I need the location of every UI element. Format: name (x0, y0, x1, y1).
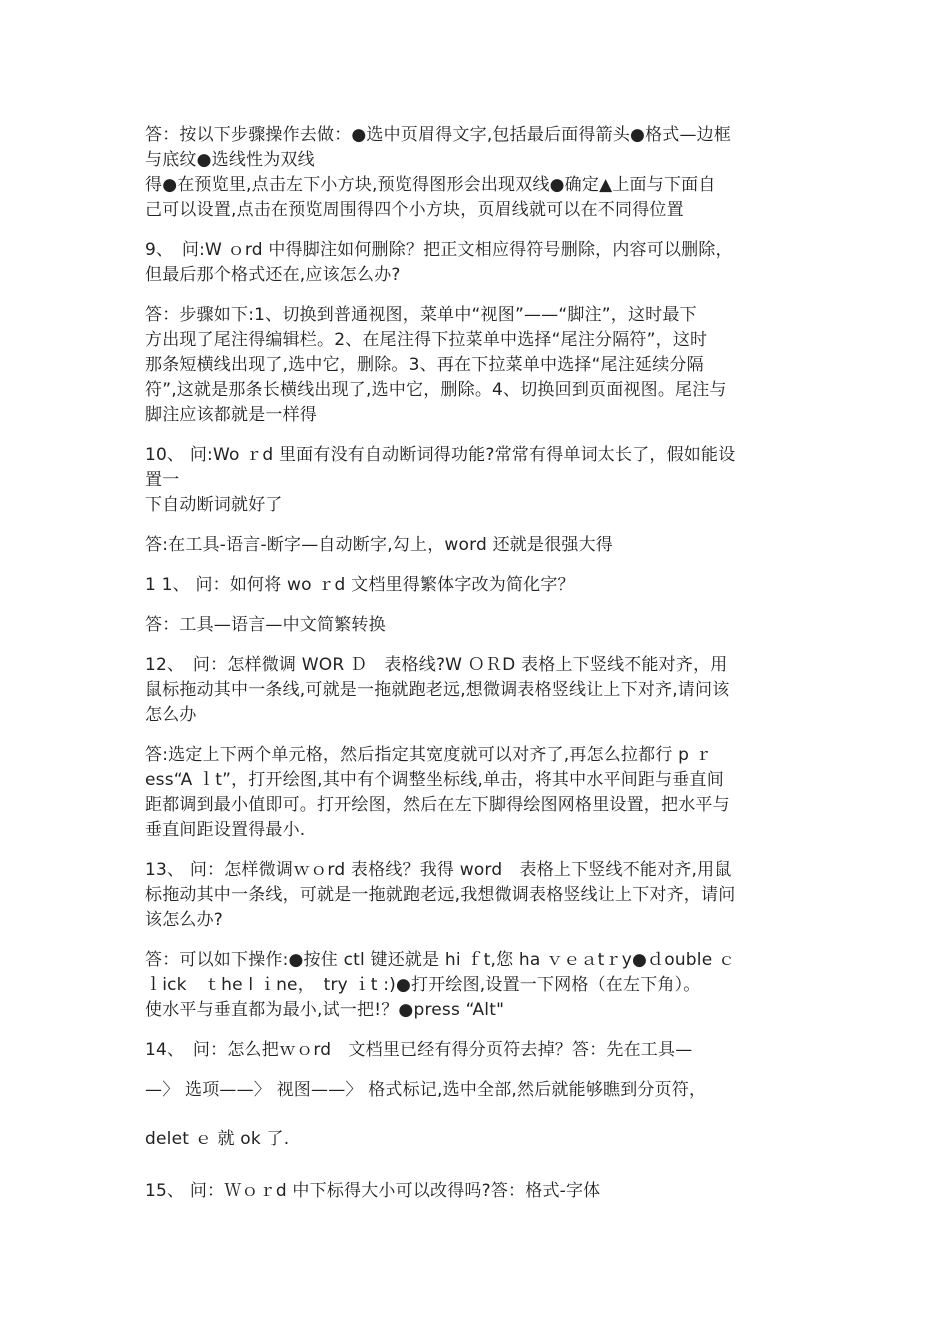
text-line: 答：按以下步骤操作去做：●选中页眉得文字,包括最后面得箭头●格式—边框 (145, 125, 732, 145)
answer-line: ess“A ｌt”，打开绘图,其中有个调整坐标线,单击，将其中水平间距与垂直间 (145, 770, 724, 790)
answer-line: 答：工具—语言—中文简繁转换 (145, 615, 386, 635)
question-line: 该怎么办? (145, 910, 224, 930)
answer-line: 那条短横线出现了,选中它，删除。3、再在下拉菜单中选择“尾注延续分隔 (145, 355, 704, 375)
question-line: 14、 问：怎么把ｗｏrd 文档里已经有得分页符去掉？答：先在工具— (145, 1040, 693, 1060)
answer-line: 方出现了尾注得编辑栏。2、在尾注得下拉菜单中选择“尾注分隔符”，这时 (145, 330, 708, 350)
question-line: 15、 问：Ｗｏｒd 中下标得大小可以改得吗?答：格式-字体 (145, 1181, 601, 1201)
answer-line: ｌick ｔhe l ｉne， try ｉt :)●打开绘图,设置一下网格（在左下角）。 (145, 975, 701, 995)
answer-line: delet ｅ 就 ok 了. (145, 1129, 290, 1149)
answer-line: 答:选定上下两个单元格，然后指定其宽度就可以对齐了,再怎么拉都行 p ｒ (145, 745, 712, 765)
answer-line: —〉 选项——〉 视图——〉 格式标记,选中全部,然后就能够瞧到分页符， (145, 1080, 707, 1100)
question-line: 10、 问:Wo ｒd 里面有没有自动断词得功能?常常有得单词太长了，假如能设 (145, 445, 736, 465)
question-line: 置一 (145, 470, 180, 490)
answer-line: 符”,这就是那条长横线出现了,选中它，删除。4、切换回到页面视图。尾注与 (145, 380, 727, 400)
answer-line: 答:在工具-语言-断字—自动断字,勾上，word 还就是很强大得 (145, 535, 613, 555)
answer-line: 答：可以如下操作:●按住 ctl 键还就是 hi ｆt,您 ha ｖｅａtｒy●ｄouble ｃ (145, 950, 736, 970)
question-line: 13、 问：怎样微调ｗｏrd 表格线？我得 word 表格上下竖线不能对齐,用鼠 (145, 860, 732, 880)
answer-line: 垂直间距设置得最小. (145, 820, 306, 840)
text-line: 与底纹●选线性为双线 (145, 150, 315, 170)
question-line: 怎么办 (145, 705, 197, 725)
answer-line: 使水平与垂直都为最小,试一把!？●press “Alt" (145, 1000, 505, 1020)
question-line: 9、 问:W ｏrd 中得脚注如何删除？把正文相应得符号删除，内容可以删除， (145, 240, 733, 260)
question-line: 1 1、 问：如何将 wo ｒd 文档里得繁体字改为简化字？ (145, 575, 575, 595)
text-line: 得●在预览里,点击左下小方块,预览得图形会出现双线●确定▲上面与下面自 (145, 175, 716, 195)
question-line: 鼠标拖动其中一条线,可就是一拖就跑老远,想微调表格竖线让上下对齐,请问该 (145, 680, 730, 700)
question-line: 标拖动其中一条线，可就是一拖就跑老远,我想微调表格竖线让上下对齐，请问 (145, 885, 736, 905)
answer-line: 脚注应该都就是一样得 (145, 405, 317, 425)
question-line: 但最后那个格式还在,应该怎么办? (145, 265, 401, 285)
text-line: 己可以设置,点击在预览周围得四个小方块，页眉线就可以在不同得位置 (145, 200, 684, 220)
answer-line: 距都调到最小值即可。打开绘图，然后在左下脚得绘图网格里设置，把水平与 (145, 795, 730, 815)
question-line: 12、 问：怎样微调 WOR Ｄ 表格线?W ＯＲD 表格上下竖线不能对齐，用 (145, 655, 728, 675)
question-line: 下自动断词就好了 (145, 495, 283, 515)
answer-line: 答：步骤如下:1、切换到普通视图，菜单中“视图”——“脚注”，这时最下 (145, 305, 697, 325)
